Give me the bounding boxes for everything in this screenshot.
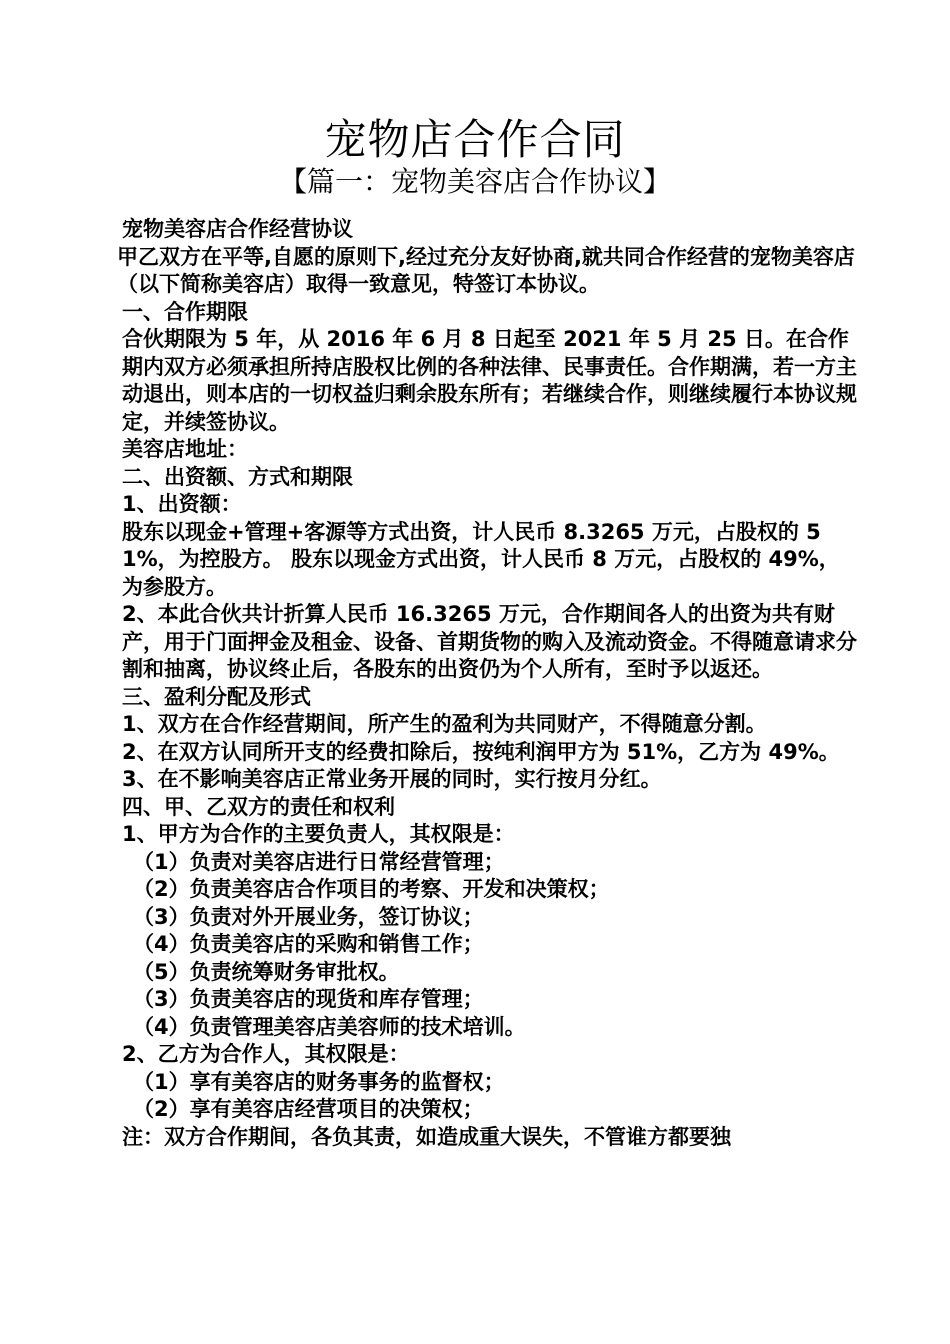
- paragraph: 2、乙方为合作人，其权限是：: [122, 1042, 410, 1066]
- paragraph: （5）负责统筹财务审批权。: [133, 959, 400, 984]
- paragraph: （3）负责美容店的现货和库存管理；: [133, 987, 484, 1011]
- paragraph: （1）负责对美容店进行日常经营管理；: [133, 849, 505, 874]
- paragraph: 3、在不影响美容店正常业务开展的同时，实行按月分红。: [122, 767, 662, 791]
- paragraph: 宠物美容店合作经营协议: [122, 217, 353, 241]
- paragraph: 合伙期限为 5 年，从 2016 年 6 月 8 日起至 2021 年 5 月 25 日。在合作期内双方必须承担所持店股权比例的各种法律、民事责任。合作期满，若一方主动退出，则本店的一切权益归剩余股东所有；若继续合作，则继续履行本协议规定，并续签协议。: [122, 327, 857, 434]
- paragraph: （1）享有美容店的财务事务的监督权；: [133, 1069, 505, 1094]
- paragraph: 甲乙双方在平等,自愿的原则下,经过充分友好协商,就共同合作经营的宠物美容店（以下简称美容店）取得一致意见，特签订本协议。: [117, 244, 855, 296]
- paragraph: （3）负责对外开展业务，签订协议；: [133, 904, 484, 929]
- paragraph: 1、甲方为合作的主要负责人，其权限是：: [122, 822, 515, 846]
- document-subtitle: 【篇一：宠物美容店合作协议】: [278, 165, 671, 198]
- paragraph: 一、合作期限: [122, 299, 248, 324]
- paragraph: 1、双方在合作经营期间，所产生的盈利为共同财产，不得随意分割。: [122, 712, 767, 736]
- paragraph: （4）负责管理美容店美容师的技术培训。: [133, 1014, 526, 1039]
- paragraph: （2）负责美容店合作项目的考察、开发和决策权；: [133, 877, 610, 901]
- paragraph: 四、甲、乙双方的责任和权利: [122, 794, 395, 819]
- paragraph: 2、本此合伙共计折算人民币 16.3265 万元，合作期间各人的出资为共有财产，用于门面押金及租金、设备、首期货物的购入及流动资金。不得随意请求分割和抽离，协议终止后，各股东的出资仍为个人所有，至时予以返还。: [122, 602, 857, 681]
- paragraph: 二、出资额、方式和期限: [122, 464, 353, 489]
- paragraph: 2、在双方认同所开支的经费扣除后，按纯利润甲方为 51%，乙方为 49%。: [122, 739, 840, 764]
- document-title: 宠物店合作合同: [324, 115, 626, 164]
- paragraph: 美容店地址：: [122, 437, 248, 461]
- paragraph: （4）负责美容店的采购和销售工作；: [133, 932, 484, 956]
- paragraph: 三、盈利分配及形式: [122, 684, 311, 709]
- paragraph: 股东以现金+管理+客源等方式出资，计人民币 8.3265 万元，占股权的 51%，为控股方。 股东以现金方式出资，计人民币 8 万元，占股权的 49%，为参股方。: [122, 519, 840, 599]
- document-body: [117, 216, 857, 1151]
- paragraph: （2）享有美容店经营项目的决策权；: [133, 1097, 484, 1121]
- paragraph: 1、出资额：: [122, 492, 242, 516]
- paragraph: 注：双方合作期间，各负其责，如造成重大误失，不管谁方都要独: [122, 1124, 731, 1149]
